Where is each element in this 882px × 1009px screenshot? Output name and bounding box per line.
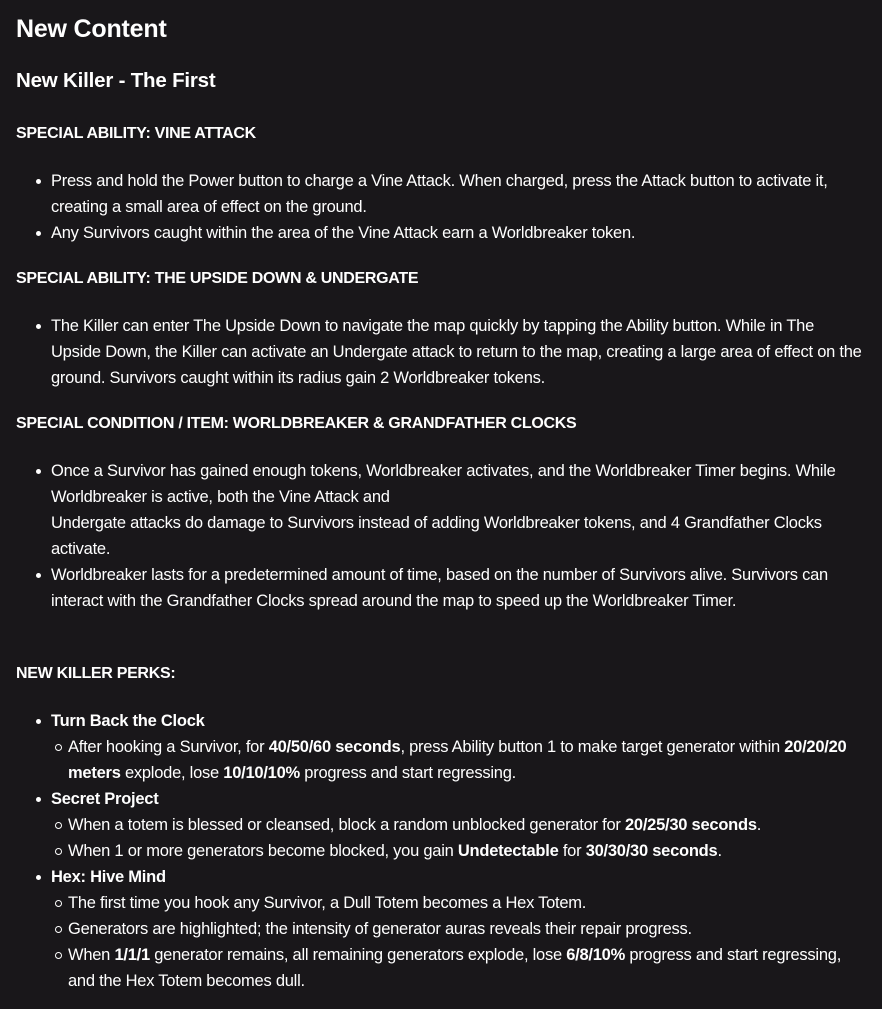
perk-item (51, 708, 866, 786)
perks-list (16, 708, 866, 994)
perk-detail: When a totem is blessed or cleansed, block a random unblocked generator for 20/25/30 seconds. (68, 812, 866, 838)
perk-detail: After hooking a Survivor, for 40/50/60 seconds, press Ability button 1 to make target generator within 20/20/20 meters explode, lose 10/10/10% progress and start regressing. (68, 734, 866, 786)
perk-detail: When 1/1/1 generator remains, all remaining generators explode, lose 6/8/10% progress and start regressing, and the Hex Totem becomes dull. (68, 942, 866, 994)
worldbreaker-line-2: Undergate attacks do damage to Survivors instead of adding Worldbreaker tokens, and 4 Grandfather Clocks activate. (51, 514, 822, 558)
section-heading-worldbreaker: SPECIAL CONDITION / ITEM: WORLDBREAKER & GRANDFATHER CLOCKS (16, 415, 577, 432)
perk-item (51, 786, 866, 864)
vine-attack-list (16, 168, 866, 246)
section-heading-perks: NEW KILLER PERKS: (16, 665, 176, 682)
perk-name: Secret Project (51, 790, 159, 808)
upside-down-list (16, 313, 866, 391)
page-title: New Content (16, 15, 167, 43)
page-subtitle: New Killer - The First (16, 69, 216, 92)
list-item: Any Survivors caught within the area of the Vine Attack earn a Worldbreaker token. (51, 220, 866, 246)
list-item: Press and hold the Power button to charge a Vine Attack. When charged, press the Attack button to activate it, creating a small area of effect on the ground. (51, 168, 866, 220)
perk-details (51, 734, 866, 786)
section-heading-vine-attack: SPECIAL ABILITY: VINE ATTACK (16, 125, 256, 142)
section-heading-upside-down: SPECIAL ABILITY: THE UPSIDE DOWN & UNDERGATE (16, 270, 419, 287)
perk-item (51, 864, 866, 994)
perk-details (51, 890, 866, 994)
perk-details (51, 812, 866, 864)
perk-name: Turn Back the Clock (51, 712, 205, 730)
list-item: The Killer can enter The Upside Down to navigate the map quickly by tapping the Ability button. While in The Upside Down, the Killer can activate an Undergate attack to return to the map, creating a large area of effect on the ground. Survivors caught within its radius gain 2 Worldbreaker tokens. (51, 313, 866, 391)
worldbreaker-line-1: Once a Survivor has gained enough tokens, Worldbreaker activates, and the Worldbreaker Timer begins. While Worldbreaker is active, both the Vine Attack and (51, 462, 836, 506)
list-item: Worldbreaker lasts for a predetermined amount of time, based on the number of Survivors alive. Survivors can interact with the Grandfather Clocks spread around the map to speed up the Worldbreaker Timer. (51, 562, 866, 614)
perk-name: Hex: Hive Mind (51, 868, 166, 886)
perk-detail: When 1 or more generators become blocked, you gain Undetectable for 30/30/30 seconds. (68, 838, 866, 864)
perk-detail: Generators are highlighted; the intensity of generator auras reveals their repair progress. (68, 916, 866, 942)
perk-detail: The first time you hook any Survivor, a Dull Totem becomes a Hex Totem. (68, 890, 866, 916)
list-item (51, 458, 866, 562)
worldbreaker-list (16, 458, 866, 614)
